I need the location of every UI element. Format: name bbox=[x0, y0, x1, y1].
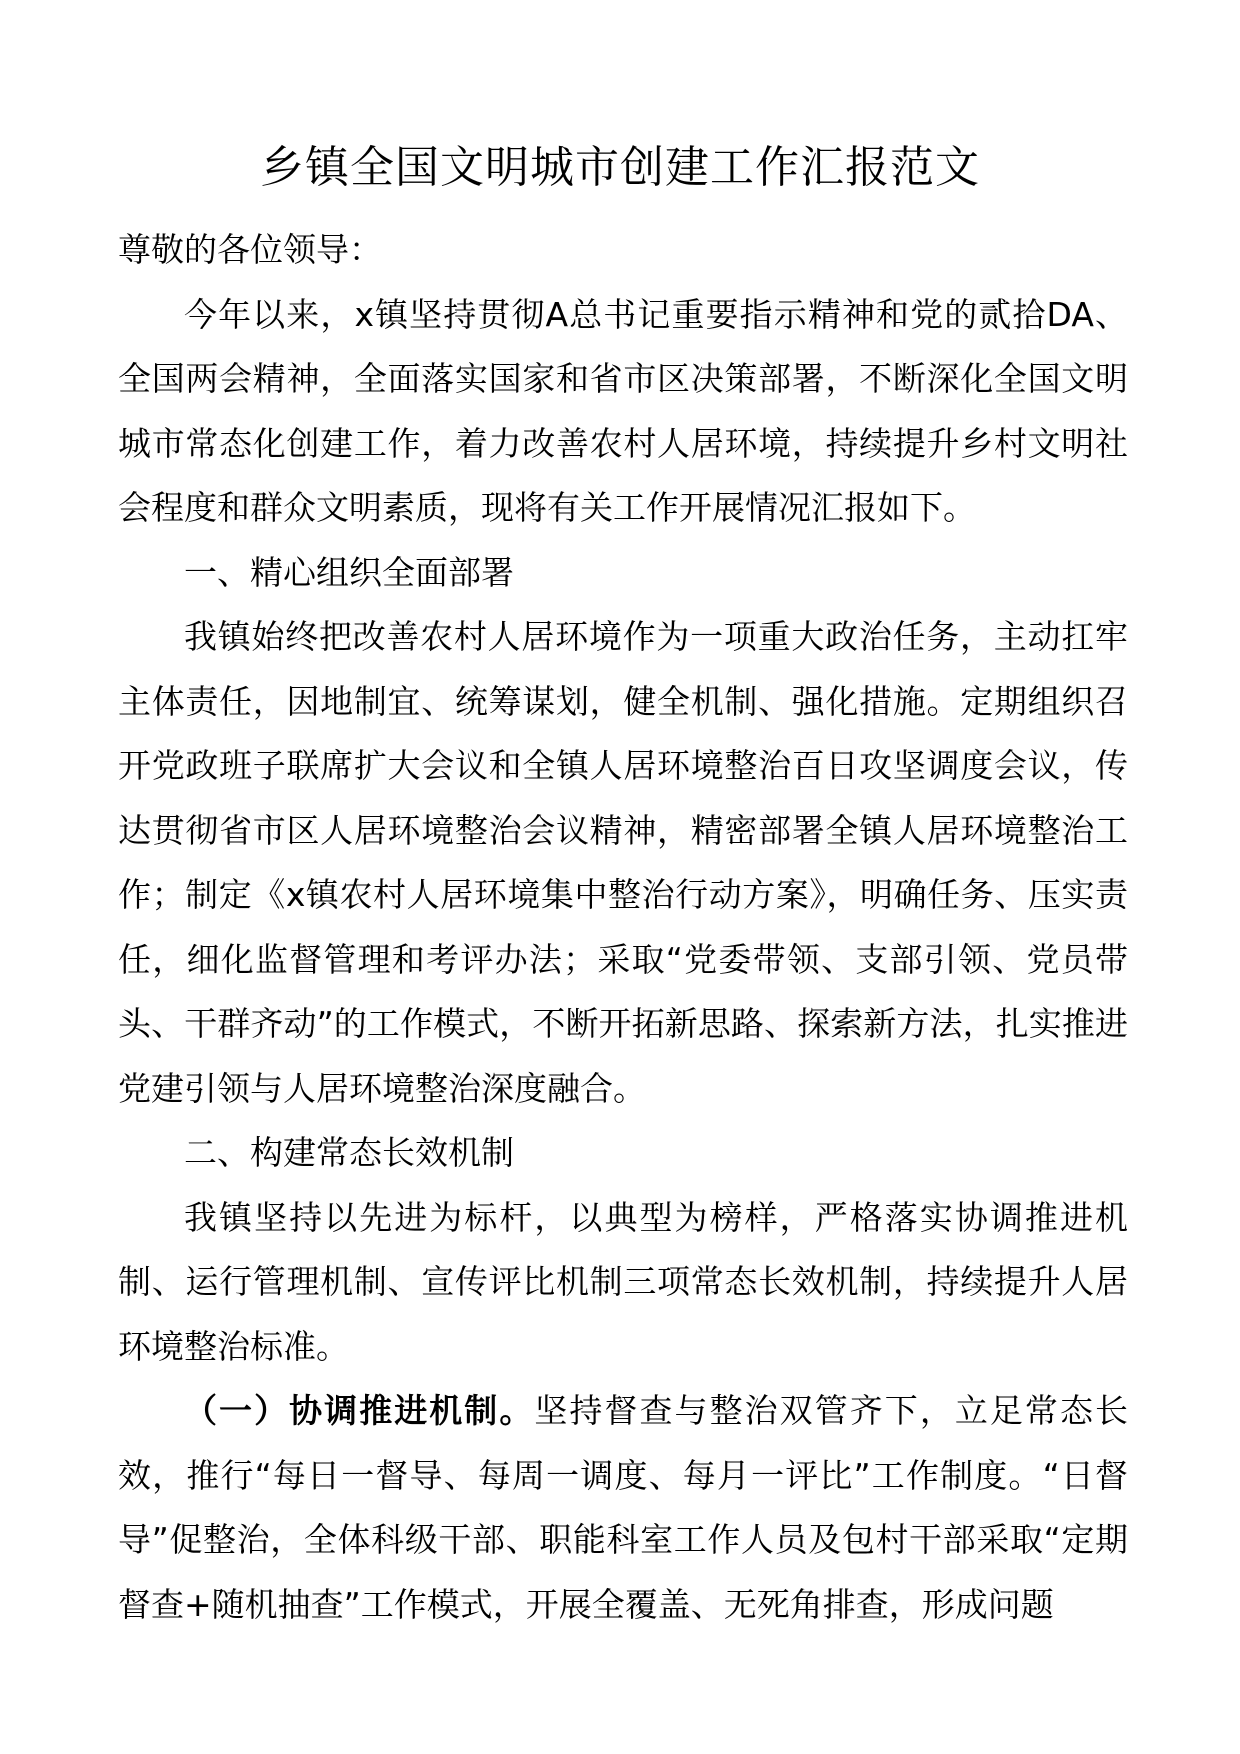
document-body bbox=[118, 218, 1128, 1637]
subsection-1-lead: （一）协调推进机制。 bbox=[184, 1391, 535, 1430]
document-title: 乡镇全国文明城市创建工作汇报范文 bbox=[260, 142, 980, 193]
subsection-1-paragraph bbox=[118, 1379, 1128, 1637]
subsection-1-text: 坚持督查与整治双管齐下，立足常态长效，推行“每日一督导、每周一调度、每月一评比”工作制度。“日督导”促整治，全体科级干部、职能科室工作人员及包村干部采取“定期督查+随机抽查”工作模式，开展全覆盖、无死角排查，形成问题 bbox=[118, 1391, 1129, 1624]
intro-paragraph: 今年以来，x镇坚持贯彻A总书记重要指示精神和党的贰拾DA、全国两会精神，全面落实国家和省市区决策部署，不断深化全国文明城市常态化创建工作，着力改善农村人居环境，持续提升乡村文明社会程度和群众文明素质，现将有关工作开展情况汇报如下。 bbox=[118, 294, 1128, 527]
greeting: 尊敬的各位领导： bbox=[118, 230, 382, 269]
section-2-heading: 二、构建常态长效机制 bbox=[184, 1133, 514, 1172]
section-1-heading: 一、精心组织全面部署 bbox=[184, 552, 514, 592]
section-2-paragraph: 我镇坚持以先进为标杆，以典型为榜样，严格落实协调推进机制、运行管理机制、宣传评比机制三项常态长效机制，持续提升人居环境整治标准。 bbox=[118, 1197, 1128, 1366]
section-1-paragraph: 我镇始终把改善农村人居环境作为一项重大政治任务，主动扛牢主体责任，因地制宜、统筹谋划，健全机制、强化措施。定期组织召开党政班子联席扩大会议和全镇人居环境整治百日攻坚调度会议，传达贯彻省市区人居环境整治会议精神，精密部署全镇人居环境整治工作；制定《x镇农村人居环境集中整治行动方案》，明确任务、压实责任，细化监督管理和考评办法；采取“党委带领、支部引领、党员带头、干群齐动”的工作模式，不断开拓新思路、探索新方法，扎实推进党建引领与人居环境整治深度融合。 bbox=[118, 617, 1128, 1108]
